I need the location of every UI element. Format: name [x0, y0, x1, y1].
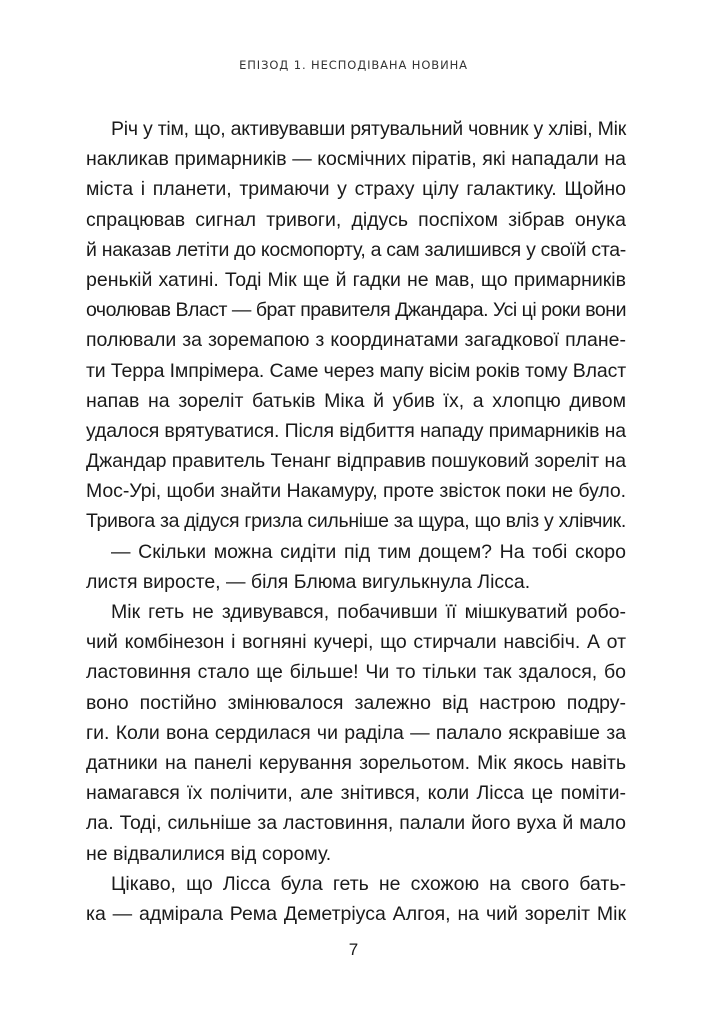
text-line: ла. Тоді, сильніше за ластовиння, палали його вуха й мало [86, 812, 626, 835]
text-line: накликав примарників — космічних піратів, які нападали на [86, 148, 626, 171]
text-line: ги. Коли вона сердилася чи раділа — палало яскравіше за [86, 721, 626, 744]
text-line: ка — адмірала Рема Деметріуса Алгоя, на чий зореліт Мік [86, 902, 626, 925]
text-line: ти Терра Імпрімера. Саме через мапу вісім років тому Власт [86, 359, 626, 382]
text-line: датники на панелі керування зорельотом. Мік якось навіть [86, 751, 626, 774]
body-text [86, 114, 626, 929]
text-line: спрацював сигнал тривоги, дідусь поспіхом зібрав онука [86, 208, 626, 231]
text-line: воно постійно змінювалося залежно від настрою подру- [86, 691, 626, 714]
text-line: ренькій хатині. Тоді Мік ще й гадки не мав, що примарників [86, 268, 626, 291]
text-line: удалося врятуватися. Після відбиття нападу примарників на [86, 419, 626, 442]
text-line: чий комбінезон і вогняні кучері, що стирчали навсібіч. А от [86, 631, 626, 654]
page-number: 7 [348, 940, 359, 959]
text-line: й наказав летіти до космопорту, а сам залишився у своїй ста- [86, 238, 626, 261]
text-line: ластовиння стало ще більше! Чи то тільки так здалося, бо [86, 661, 626, 684]
paragraph-first-line: Мік геть не здивувався, побачивши її мішкуватий робо- [111, 601, 626, 623]
paragraph-first-line: Цікаво, що Лісса була геть не схожою на свого бать- [111, 872, 626, 895]
text-line: полювали за зоремапою з координатами загадкової плане- [86, 329, 626, 352]
text-line: міста і планети, тримаючи у страху цілу галактику. Щойно [86, 178, 626, 201]
text-line: намагався їх полічити, але знітився, коли Лісса це поміти- [86, 782, 626, 805]
text-line: Джандар правитель Тенанг відправив пошуковий зореліт на [86, 450, 626, 473]
running-header: ЕПІЗОД 1. НЕСПОДІВАНА НОВИНА [239, 58, 468, 72]
text-line: не відвалилися від сорому. [86, 842, 332, 865]
paragraph-first-line: — Скільки можна сидіти під тим дощем? На тобі скоро [111, 540, 626, 563]
text-line: Мос-Урі, щоби знайти Накамуру, проте звісток поки не було. [86, 480, 626, 503]
text-line: очолював Власт — брат правителя Джандара. Усі ці роки вони [86, 299, 626, 322]
text-line: напав на зореліт батьків Міка й убив їх, а хлопцю дивом [86, 389, 626, 412]
text-line: листя виросте, — біля Блюма вигулькнула Лісса. [86, 570, 531, 593]
paragraph-first-line: Річ у тім, що, активувавши рятувальний човник у хліві, Мік [111, 118, 626, 140]
text-line: Тривога за дідуся гризла сильніше за щура, що вліз у хлівчик. [86, 510, 626, 533]
